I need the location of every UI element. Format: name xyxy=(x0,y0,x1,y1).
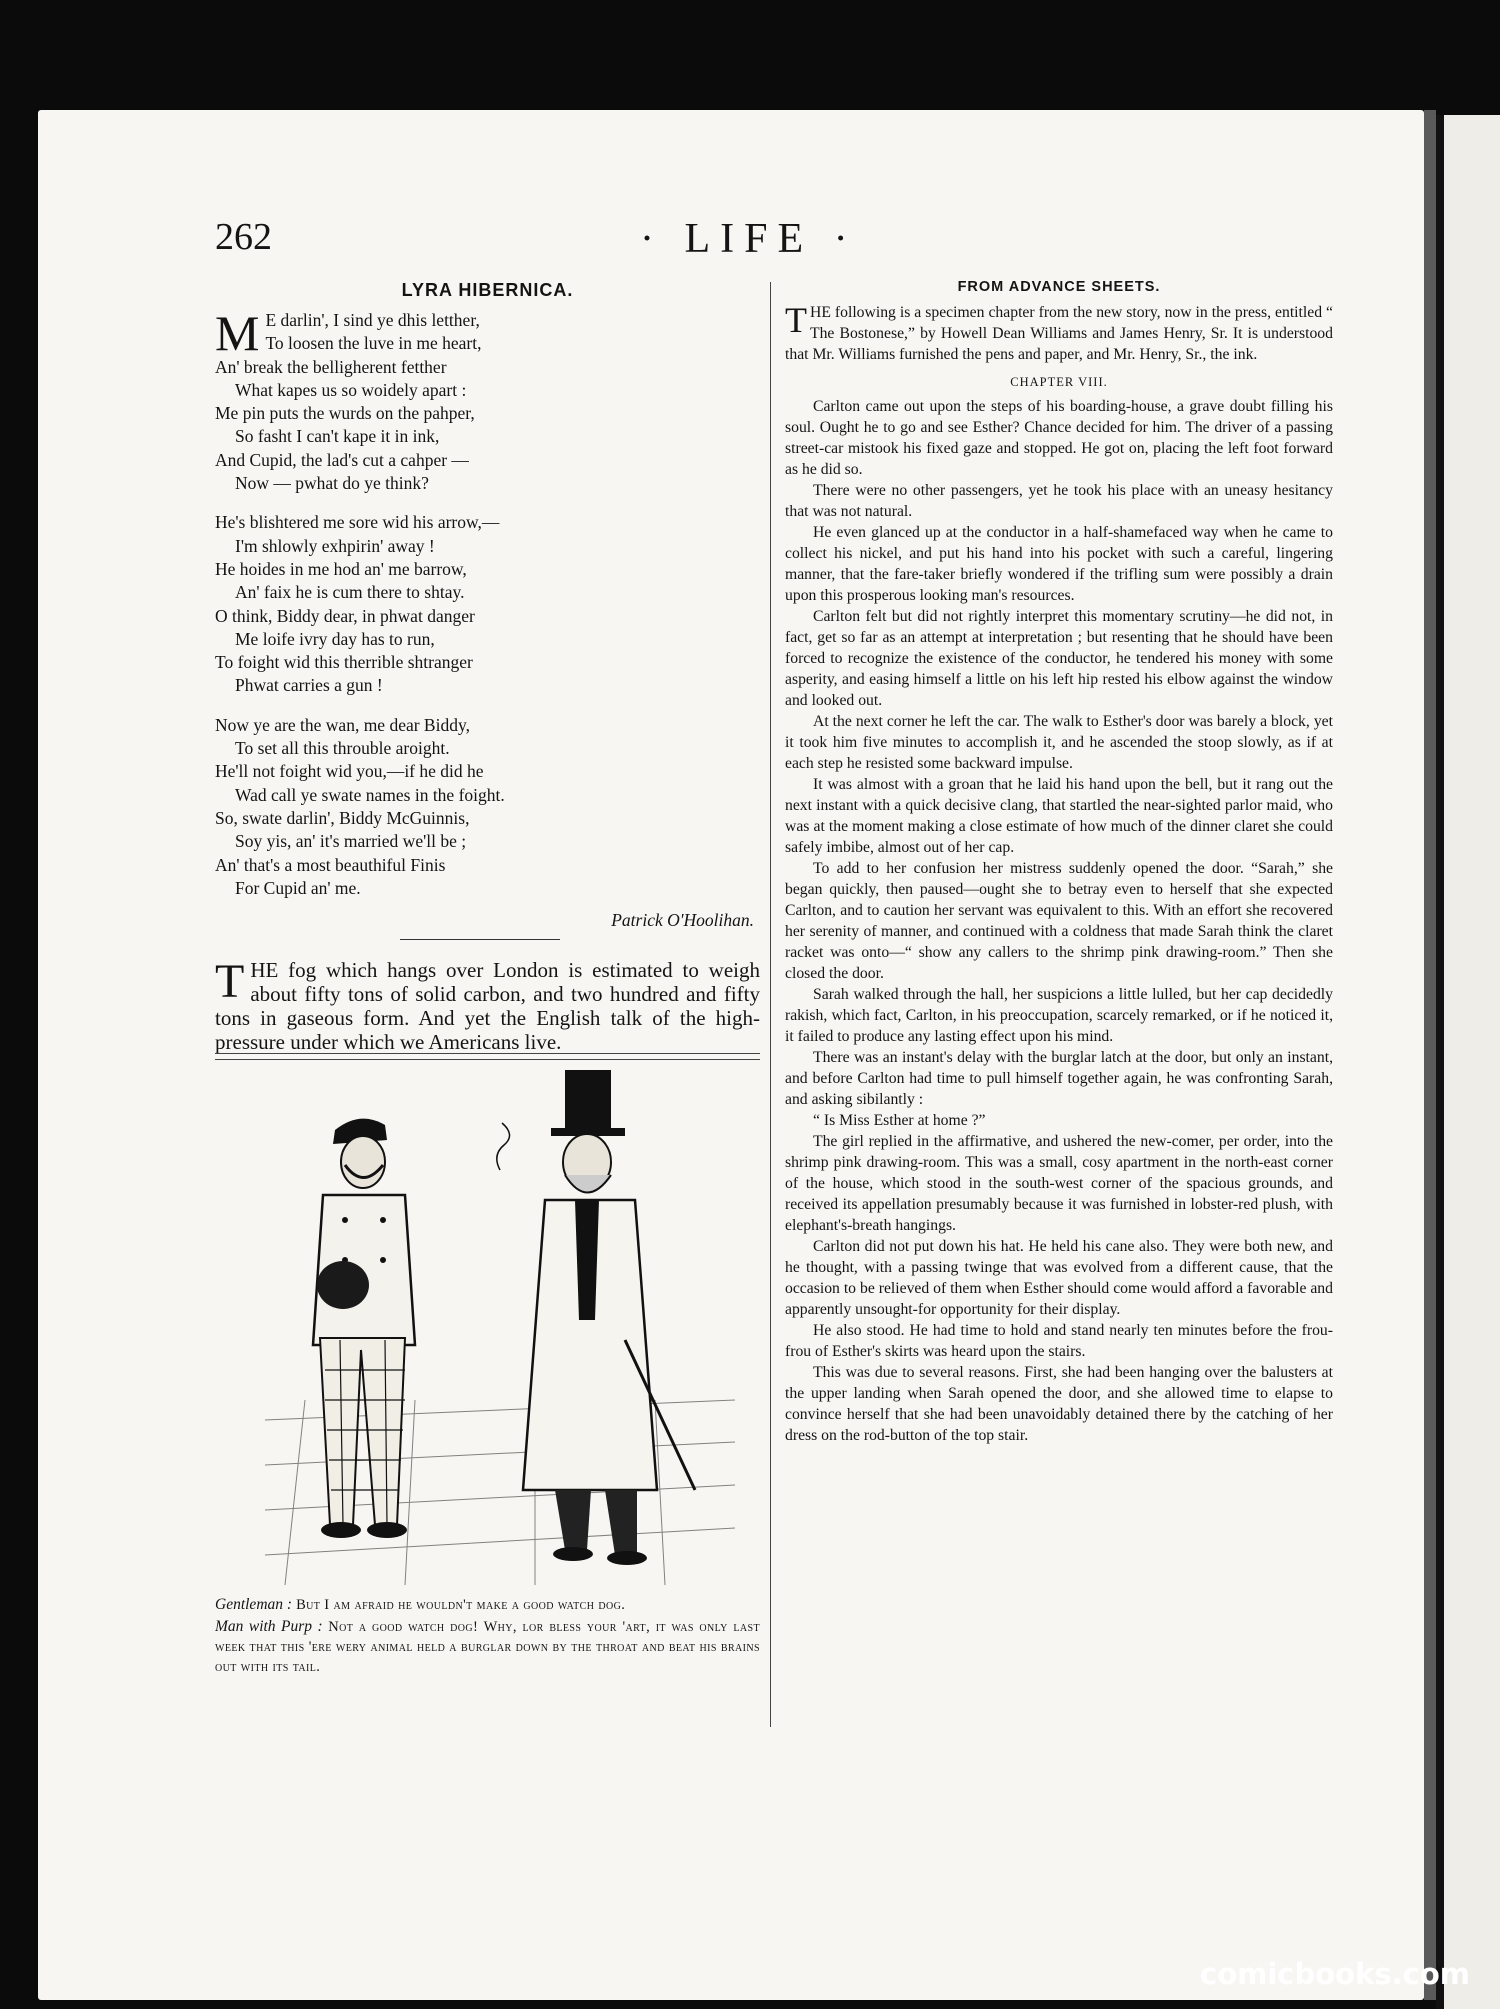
running-head xyxy=(0,215,1500,275)
story-paragraph: Sarah walked through the hall, her suspicions a little lulled, but her cap decidedly rakish, which fact, Carlton, in his preoccupation, scarcely remarked, or if he noticed it, it failed to produce any lasting effect upon his mind. xyxy=(785,986,1333,1046)
poem-line: Wad call ye swate names in the foight. xyxy=(235,784,505,805)
story-paragraph: “ Is Miss Esther at home ?” xyxy=(813,1112,986,1130)
story-paragraph: To add to her confusion her mistress suddenly opened the door. “Sarah,” she began quickly, then paused—ought she to betray even to herself that she expected Carlton, and to caution her servant was equivalent to this. With an effort she recovered her serenity of manner, and continued with a coldness that made Sarah think the claret racket was onto—“ show any callers to the shrimp pink drawing-room.” Then she closed the door. xyxy=(785,860,1333,983)
story-paragraph: There was an instant's delay with the burglar latch at the door, but only an instant, and before Carlton had time to pull himself together again, he was confronting Sarah, and asking sibilantly : xyxy=(785,1049,1333,1109)
story-paragraph: He also stood. He had time to hold and stand nearly ten minutes before the frou-frou of Esther's skirts was heard upon the stairs. xyxy=(785,1322,1333,1361)
poem-author: Patrick O'Hoolihan. xyxy=(611,910,754,931)
caption-speaker: Man with Purp : xyxy=(215,1618,323,1635)
caption-line-1 xyxy=(215,1595,760,1615)
poem-line: To foight wid this therrible shtranger xyxy=(215,652,473,673)
poem-line: An' faix he is cum there to shtay. xyxy=(235,582,465,603)
poem-line: He'll not foight wid you,—if he did he xyxy=(215,761,484,782)
poem-line: Me pin puts the wurds on the pahper, xyxy=(215,403,475,424)
poem xyxy=(215,305,760,900)
poem-line: E darlin', I sind ye dhis letther, xyxy=(265,310,480,330)
cigar-smoke-icon xyxy=(497,1123,510,1170)
masthead-title: · LIFE · xyxy=(640,216,858,262)
page-number: 262 xyxy=(215,216,272,258)
poem-line: To loosen the luve in me heart, xyxy=(265,333,482,354)
story-paragraph: Carlton came out upon the steps of his boarding-house, a grave doubt filling his soul. Ought he to go and see Esther? Chance decided for him. The driver of a passing street-car mistook his fixed gaze and stopped. He got on, placing the left foot forward as he did so. xyxy=(785,398,1333,479)
story-paragraph: At the next corner he left the car. The walk to Esther's door was barely a block, yet it took him five minutes to accomplish it, and he ascended the stoop slowly, as if at each step he resisted some backward impulse. xyxy=(785,713,1333,773)
poem-drop-cap: M xyxy=(215,305,260,361)
poem-line: To set all this throuble aroight. xyxy=(235,738,450,759)
poem-line: For Cupid an' me. xyxy=(235,877,361,898)
story-paragraph: He even glanced up at the conductor in a half-shamefaced way when he came to collect his nickel, and put his hand into his pocket with such a careful, lingering manner, that the fare-taker briefly wondered if the trifling sum were possibly a drain upon this prosperous looking man's resources. xyxy=(785,524,1333,605)
poem-line: So, swate darlin', Biddy McGuinnis, xyxy=(215,807,470,828)
fog-paragraph xyxy=(215,955,760,1055)
story-paragraph: Carlton did not put down his hat. He held his cane also. They were both new, and he thought, with a passing twinge that was evolved from a different cause, that the occasion to be relieved of them when Esther should come would afford a favorable and apparently unsought-for opportunity for their display. xyxy=(785,1238,1333,1319)
fog-text: HE fog which hangs over London is estimated to weigh about fifty tons of solid carbon, and two hundred and fifty tons in gaseous form. And yet the English talk of the high-pressure under which we Americans live. xyxy=(215,958,760,1055)
column-rule xyxy=(770,282,771,1727)
advance-sheets-title: FROM ADVANCE SHEETS. xyxy=(957,279,1161,295)
adjacent-page-sliver xyxy=(1436,115,1500,2009)
advance-intro xyxy=(785,300,1333,365)
intro-drop-cap: T xyxy=(785,300,807,340)
story-paragraph: Carlton felt but did not rightly interpret this momentary scrutiny—he did not, in fact, get so far as an attempt at interpretation ; but resenting that he should have been forced to recognize the existence of the conductor, he tendered his money with some asperity, and easing himself a little on his left hip rested his elbow against the window and looked out. xyxy=(785,608,1333,710)
right-column xyxy=(785,275,1333,1446)
cartoon-caption xyxy=(215,1595,760,1679)
fog-drop-cap: T xyxy=(215,955,245,1009)
poem-line: Phwat carries a gun ! xyxy=(235,675,383,696)
poem-line: Now — pwhat do ye think? xyxy=(235,473,429,494)
poem-line: I'm shlowly exhpirin' away ! xyxy=(235,535,435,556)
caption-dialogue: Not a good watch dog! Why, lor bless your 'art, it was only last week that this 'ere wery animal held a burglar down by the throat and beat his brains out with its tail. xyxy=(215,1619,760,1675)
story-paragraph: There were no other passengers, yet he took his place with an uneasy hesitancy that was not natural. xyxy=(785,482,1333,521)
double-rule-divider xyxy=(215,1053,760,1060)
poem-line: And Cupid, the lad's cut a cahper — xyxy=(215,449,469,470)
poem-line: He's blishtered me sore wid his arrow,— xyxy=(215,512,500,533)
left-column xyxy=(215,280,760,1075)
caption-line-2 xyxy=(215,1617,760,1677)
intro-text: HE following is a specimen chapter from the new story, now in the press, entitled “ The Bostonese,” by Howell Dean Williams and James Henry, Sr. It is understood that Mr. Williams furnished the pens and paper, and Mr. Henry, Sr., the ink. xyxy=(785,304,1333,363)
poem-line: Now ye are the wan, me dear Biddy, xyxy=(215,714,470,735)
poem-line: Me loife ivry day has to run, xyxy=(235,628,435,649)
poem-line: An' break the belligherent fetther xyxy=(215,356,447,377)
section-divider xyxy=(400,939,560,940)
poem-line: So fasht I can't kape it in ink, xyxy=(235,426,440,447)
poem-stanza-1 xyxy=(215,305,760,495)
caption-dialogue: But I am afraid he wouldn't make a good watch dog. xyxy=(296,1597,626,1613)
gentleman-figure xyxy=(497,1070,695,1565)
site-watermark: comicbooks.com xyxy=(1200,1957,1470,1991)
man-with-purp-figure xyxy=(313,1119,415,1538)
poem-stanza-2 xyxy=(215,511,760,697)
story-paragraph: This was due to several reasons. First, she had been hanging over the balusters at the upper landing when Sarah opened the door, and she allowed time to elapse to convince herself that she had been unavoidably detained there by the catching of her dress on the rod-button of the top stair. xyxy=(785,1364,1333,1445)
poem-line: An' that's a most beauthiful Finis xyxy=(215,854,446,875)
poem-line: What kapes us so woidely apart : xyxy=(235,379,467,400)
page-edge-shadow xyxy=(1424,110,1436,2000)
poem-line: Soy yis, an' it's married we'll be ; xyxy=(235,831,467,852)
dog-icon xyxy=(317,1261,369,1309)
caption-speaker: Gentleman : xyxy=(215,1596,293,1613)
story-paragraph: It was almost with a groan that he laid his hand upon the bell, but it rang out the next instant with a quick decisive clang, that startled the near-sighted parlor maid, who was at the moment making a close estimate of how much of the dinner claret she could safely imbibe, almost out of her cap. xyxy=(785,776,1333,857)
poem-stanza-3 xyxy=(215,714,760,900)
story-paragraph: The girl replied in the affirmative, and ushered the new-comer, per order, into the shrimp pink drawing-room. This was a small, cosy apartment in the north-east corner of the house, which stood in the south-west corner of the spacious grounds, and received its appellation presumably because it was furnished in lobster-red plush, with elephant's-breath hangings. xyxy=(785,1133,1333,1235)
page-gutter xyxy=(1436,115,1444,2009)
poem-title: LYRA HIBERNICA. xyxy=(401,280,574,300)
chapter-heading: CHAPTER VIII. xyxy=(1010,375,1108,390)
poem-line: He hoides in me hod an' me barrow, xyxy=(215,558,467,579)
cartoon-illustration xyxy=(265,1070,735,1585)
poem-line: O think, Biddy dear, in phwat danger xyxy=(215,605,475,626)
